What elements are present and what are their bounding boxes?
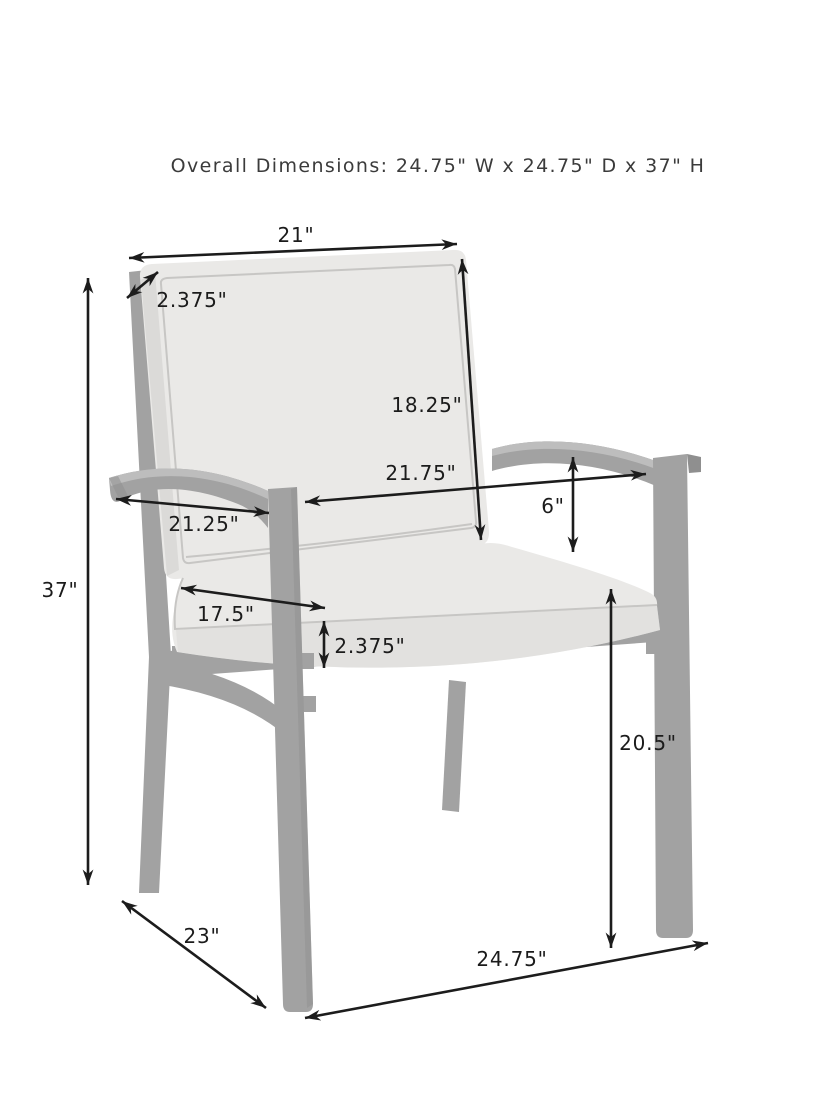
dim-label-arm-above-seat: 6" <box>541 494 565 518</box>
dim-line-depth <box>122 901 266 1008</box>
dim-label-seat-height: 20.5" <box>619 731 677 755</box>
dim-label-inner-width: 21.75" <box>385 461 457 485</box>
dim-label-arm-length: 21.25" <box>168 512 240 536</box>
dim-label-overall-width: 24.75" <box>476 947 548 971</box>
front-left-post-bracket-lower <box>302 696 316 712</box>
front-right-post-cap <box>687 454 701 473</box>
dim-label-back-cushion-height: 18.25" <box>391 393 463 417</box>
back-right-leg <box>442 680 466 812</box>
dim-label-seat-cushion-thickness: 2.375" <box>334 634 406 658</box>
dim-label-back-width: 21" <box>277 223 315 247</box>
page-title: Overall Dimensions: 24.75" W x 24.75" D x 37" H <box>170 155 706 177</box>
dim-label-back-cushion-thickness: 2.375" <box>156 288 228 312</box>
dim-label-overall-height: 37" <box>41 578 79 602</box>
dim-label-depth: 23" <box>183 924 221 948</box>
dim-label-seat-front-width: 17.5" <box>197 602 255 626</box>
front-right-post-and-leg <box>653 454 693 938</box>
